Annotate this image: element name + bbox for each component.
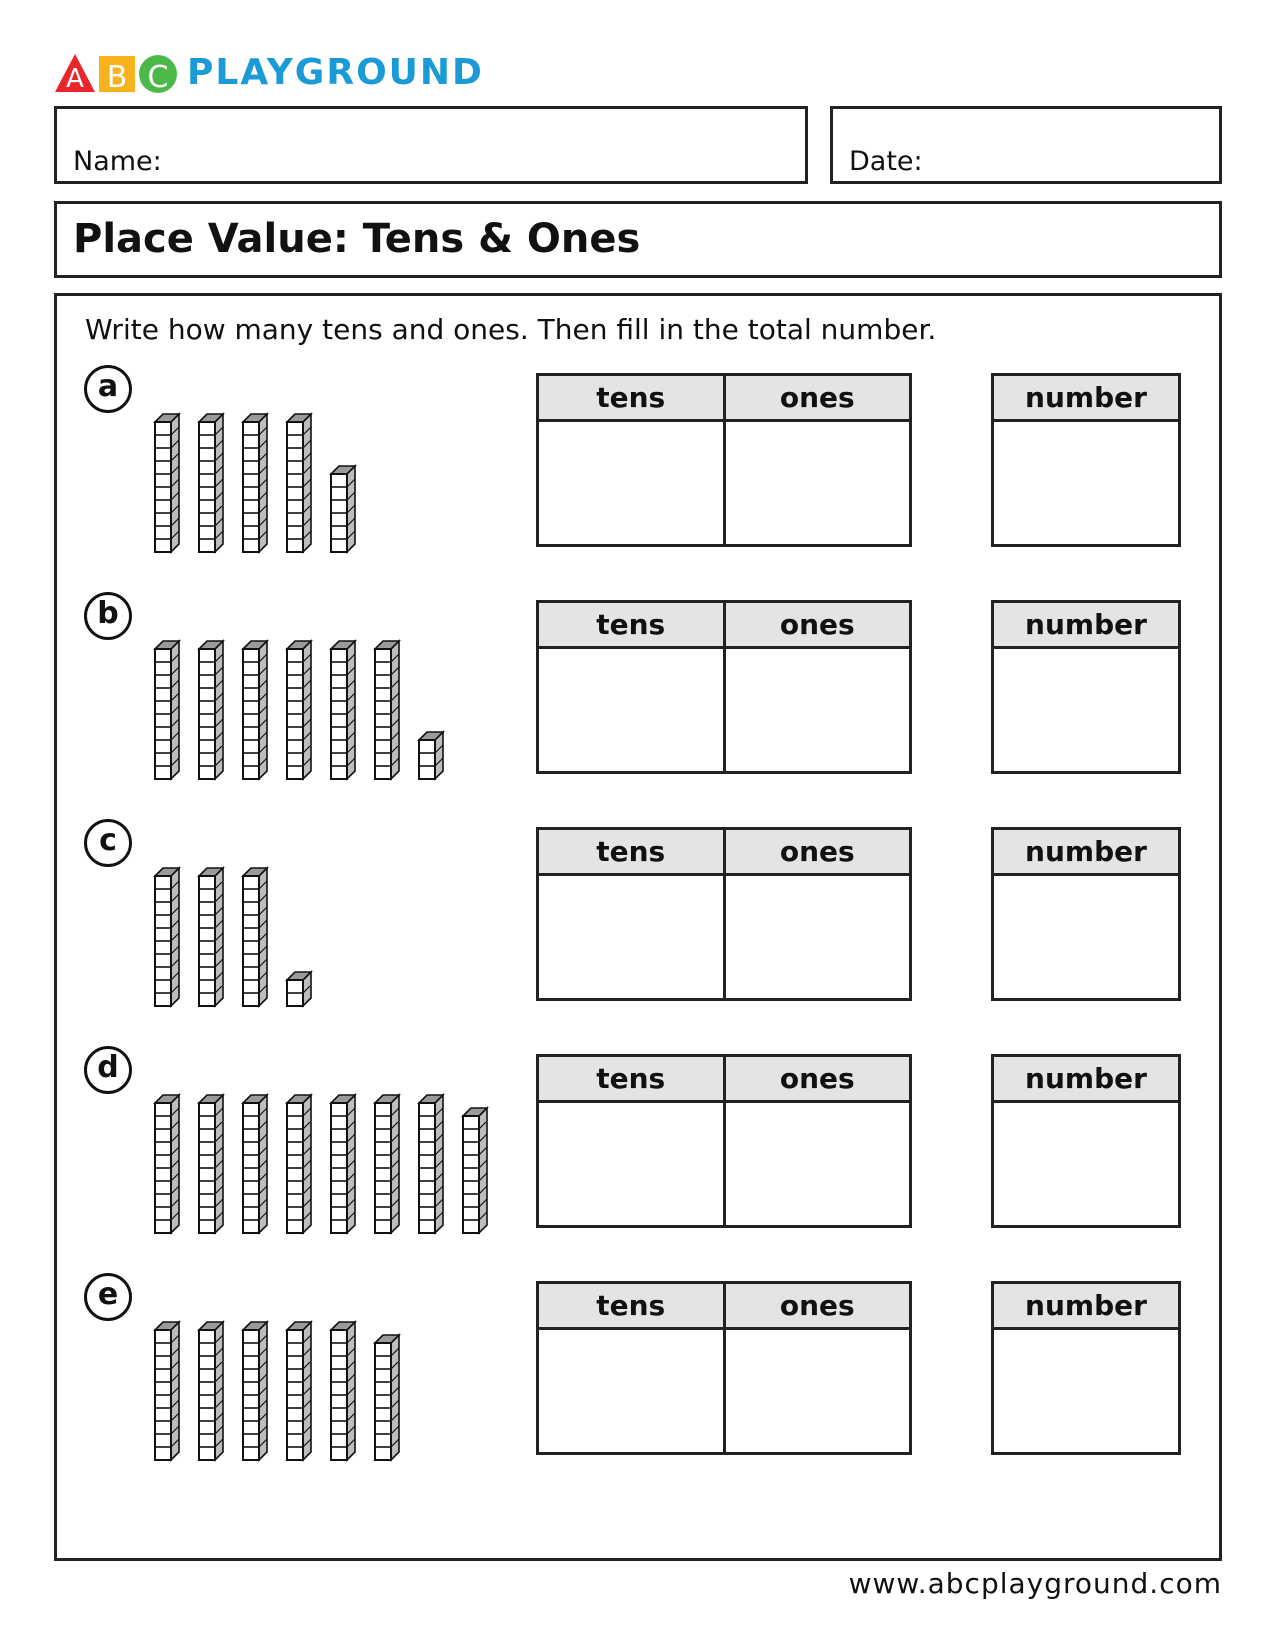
tens-answer-cell[interactable]: [539, 1330, 723, 1452]
problem-e: [54, 1271, 1222, 1471]
page-title: Place Value: Tens & Ones: [73, 216, 641, 262]
ones-header: ones: [726, 1284, 910, 1330]
tens-column: [539, 830, 723, 998]
base-ten-blocks: [54, 817, 514, 1017]
ones-answer-cell[interactable]: [726, 649, 910, 771]
number-table: [991, 600, 1181, 774]
ten-rod: [155, 868, 179, 1006]
logo-letter-b: B: [106, 60, 128, 94]
ten-rod: [155, 641, 179, 779]
number-table: [991, 373, 1181, 547]
problem-a: [54, 363, 1222, 563]
ones-column: [723, 830, 910, 998]
number-table: [991, 1281, 1181, 1455]
ones-column: [723, 376, 910, 544]
ones-answer-cell[interactable]: [726, 876, 910, 998]
problem-d: [54, 1044, 1222, 1244]
ones-column: [723, 1284, 910, 1452]
name-label: Name:: [73, 146, 162, 177]
logo-word: PLAYGROUND: [187, 52, 484, 93]
problem-c: [54, 817, 1222, 1017]
number-header: number: [994, 1057, 1178, 1103]
number-header: number: [994, 1284, 1178, 1330]
tens-header: tens: [539, 1284, 723, 1330]
logo-letter-a: A: [66, 64, 84, 94]
ten-rod: [199, 414, 223, 552]
footer-url: www.abcplayground.com: [848, 1567, 1222, 1600]
number-column: [994, 1284, 1178, 1452]
number-header: number: [994, 376, 1178, 422]
number-table: [991, 827, 1181, 1001]
date-field[interactable]: [830, 106, 1222, 184]
ones-cubes: [419, 732, 443, 779]
ones-answer-cell[interactable]: [726, 1330, 910, 1452]
ones-cubes: [331, 466, 355, 552]
number-answer-cell[interactable]: [994, 1103, 1178, 1225]
problem-label: c: [99, 823, 117, 858]
ten-rod: [287, 1322, 311, 1460]
tens-column: [539, 1057, 723, 1225]
ten-rod: [243, 868, 267, 1006]
name-field[interactable]: [54, 106, 808, 184]
number-answer-cell[interactable]: [994, 876, 1178, 998]
number-answer-cell[interactable]: [994, 422, 1178, 544]
ten-rod: [331, 1095, 355, 1233]
ones-cubes: [463, 1108, 487, 1233]
base-ten-blocks: [54, 1044, 514, 1244]
tens-ones-table: [536, 1281, 912, 1455]
tens-header: tens: [539, 1057, 723, 1103]
ten-rod: [419, 1095, 443, 1233]
base-ten-blocks: [54, 590, 514, 790]
problem-label: d: [97, 1050, 119, 1085]
tens-ones-table: [536, 1054, 912, 1228]
ten-rod: [287, 641, 311, 779]
tens-header: tens: [539, 603, 723, 649]
ten-rod: [243, 414, 267, 552]
ten-rod: [155, 1322, 179, 1460]
date-label: Date:: [849, 146, 923, 177]
problem-label: b: [97, 596, 119, 631]
ones-answer-cell[interactable]: [726, 1103, 910, 1225]
ten-rod: [199, 641, 223, 779]
ten-rod: [331, 1322, 355, 1460]
tens-ones-table: [536, 600, 912, 774]
ones-header: ones: [726, 830, 910, 876]
number-column: [994, 603, 1178, 771]
ones-cubes: [287, 972, 311, 1006]
problem-label: a: [97, 369, 119, 404]
ten-rod: [155, 414, 179, 552]
tens-ones-table: [536, 827, 912, 1001]
ten-rod: [155, 1095, 179, 1233]
ones-column: [723, 1057, 910, 1225]
ten-rod: [375, 641, 399, 779]
tens-answer-cell[interactable]: [539, 422, 723, 544]
ten-rod: [243, 641, 267, 779]
base-ten-blocks: [54, 1271, 514, 1471]
tens-answer-cell[interactable]: [539, 1103, 723, 1225]
number-header: number: [994, 830, 1178, 876]
number-column: [994, 1057, 1178, 1225]
tens-answer-cell[interactable]: [539, 876, 723, 998]
abc-logo-letters-icon: [55, 52, 181, 94]
tens-column: [539, 1284, 723, 1452]
number-header: number: [994, 603, 1178, 649]
tens-ones-table: [536, 373, 912, 547]
logo-letter-c: C: [147, 60, 169, 94]
ten-rod: [375, 1095, 399, 1233]
number-column: [994, 376, 1178, 544]
ones-header: ones: [726, 1057, 910, 1103]
problem-label: e: [97, 1277, 119, 1312]
ten-rod: [199, 868, 223, 1006]
ones-header: ones: [726, 376, 910, 422]
tens-answer-cell[interactable]: [539, 649, 723, 771]
instructions: Write how many tens and ones. Then fill in the total number.: [85, 313, 937, 346]
ten-rod: [287, 414, 311, 552]
ones-column: [723, 603, 910, 771]
ones-answer-cell[interactable]: [726, 422, 910, 544]
ones-cubes: [375, 1335, 399, 1460]
tens-header: tens: [539, 830, 723, 876]
ten-rod: [243, 1322, 267, 1460]
number-answer-cell[interactable]: [994, 649, 1178, 771]
base-ten-blocks: [54, 363, 514, 563]
number-column: [994, 830, 1178, 998]
number-table: [991, 1054, 1181, 1228]
ten-rod: [287, 1095, 311, 1233]
tens-column: [539, 603, 723, 771]
tens-header: tens: [539, 376, 723, 422]
number-answer-cell[interactable]: [994, 1330, 1178, 1452]
tens-column: [539, 376, 723, 544]
logo: [55, 52, 484, 94]
title-box: [54, 201, 1222, 278]
ten-rod: [243, 1095, 267, 1233]
problem-b: [54, 590, 1222, 790]
ten-rod: [199, 1095, 223, 1233]
ones-header: ones: [726, 603, 910, 649]
ten-rod: [331, 641, 355, 779]
ten-rod: [199, 1322, 223, 1460]
